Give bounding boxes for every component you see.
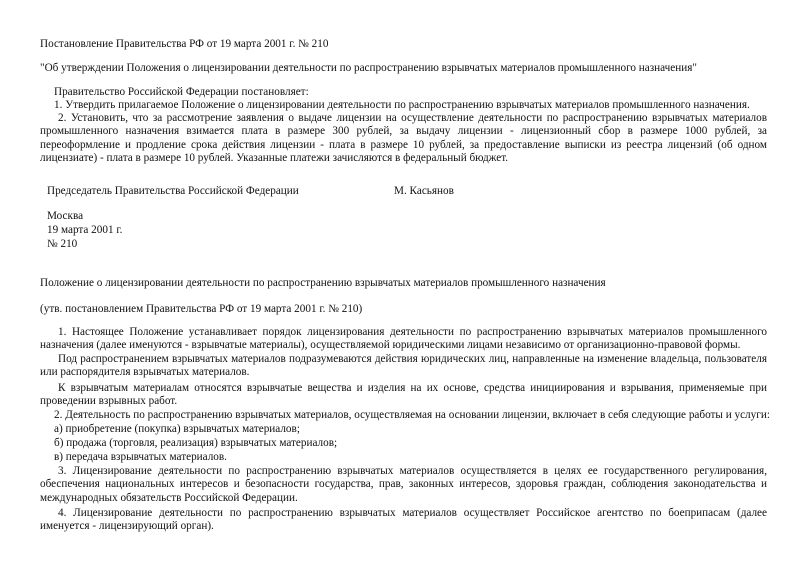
signature-date: 19 марта 2001 г.	[47, 224, 123, 236]
signature-city: Москва	[47, 210, 84, 222]
doc-reference: Постановление Правительства РФ от 19 марта 2001 г. № 210	[40, 38, 329, 50]
resolution-item-2: 2. Установить, что за рассмотрение заявления о выдаче лицензии на осуществление деятельности по распространению взрывчатых материалов промышленного назначения взимается плата в размере 300 рублей, за выдачу лицензии - лицензионный сбор в размере 1000 рублей, за переоформление и продление срока действия лицензии - плата в размере 10 рублей, за предоставление выписки из реестра лицензий (об одном лицензиате) - плата в размере 10 рублей. Указанные платежи зачисляются в федеральный бюджет.	[40, 112, 767, 165]
regulation-approval: (утв. постановлением Правительства РФ от 19 марта 2001 г. № 210)	[40, 303, 363, 315]
regulation-item-a: а) приобретение (покупка) взрывчатых материалов;	[54, 423, 300, 435]
regulation-paragraph-3: 3. Лицензирование деятельности по распространению взрывчатых материалов осуществляется в целях ее государственного регулирования, обеспечения национальных интересов и безопасности государства, прав, законных интересов, здоровья граждан, соблюдения законодательства и международных обязательств Российской Федерации.	[40, 465, 767, 504]
signer-position: Председатель Правительства Российской Федерации	[47, 185, 299, 197]
regulation-paragraph-1c: К взрывчатым материалам относятся взрывчатые вещества и изделия на их основе, средства инициирования и взрывания, применяемые при проведении взрывных работ.	[40, 382, 767, 408]
regulation-item-c: в) передача взрывчатых материалов.	[54, 451, 227, 463]
resolution-preamble: Правительство Российской Федерации постановляет:	[54, 86, 309, 98]
signature-number: № 210	[47, 238, 78, 250]
regulation-title: Положение о лицензировании деятельности по распространению взрывчатых материалов промышленного назначения	[40, 277, 606, 289]
regulation-paragraph-1: 1. Настоящее Положение устанавливает порядок лицензирования деятельности по распространению взрывчатых материалов промышленного назначения (далее именуются - взрывчатые материалы), осуществляемой юридическими лицами независимо от организационно-правовой формы.	[40, 326, 767, 352]
regulation-paragraph-1b: Под распространением взрывчатых материалов подразумеваются действия юридических лиц, направленные на изменение владельца, пользователя или распорядителя взрывчатых материалов.	[40, 353, 767, 379]
signer-name: М. Касьянов	[394, 185, 454, 197]
regulation-paragraph-4: 4. Лицензирование деятельности по распространению взрывчатых материалов осуществляет Российское агентство по боеприпасам (далее именуется - лицензирующий орган).	[40, 507, 767, 533]
regulation-paragraph-2: 2. Деятельность по распространению взрывчатых материалов, осуществляемая на основании лицензии, включает в себя следующие работы и услуги:	[54, 409, 770, 421]
doc-title: "Об утверждении Положения о лицензировании деятельности по распространению взрывчатых материалов промышленного назначения"	[40, 62, 697, 74]
regulation-item-b: б) продажа (торговля, реализация) взрывчатых материалов;	[54, 437, 338, 449]
resolution-item-1: 1. Утвердить прилагаемое Положение о лицензировании деятельности по распространению взрывчатых материалов промышленного назначения.	[54, 99, 750, 111]
